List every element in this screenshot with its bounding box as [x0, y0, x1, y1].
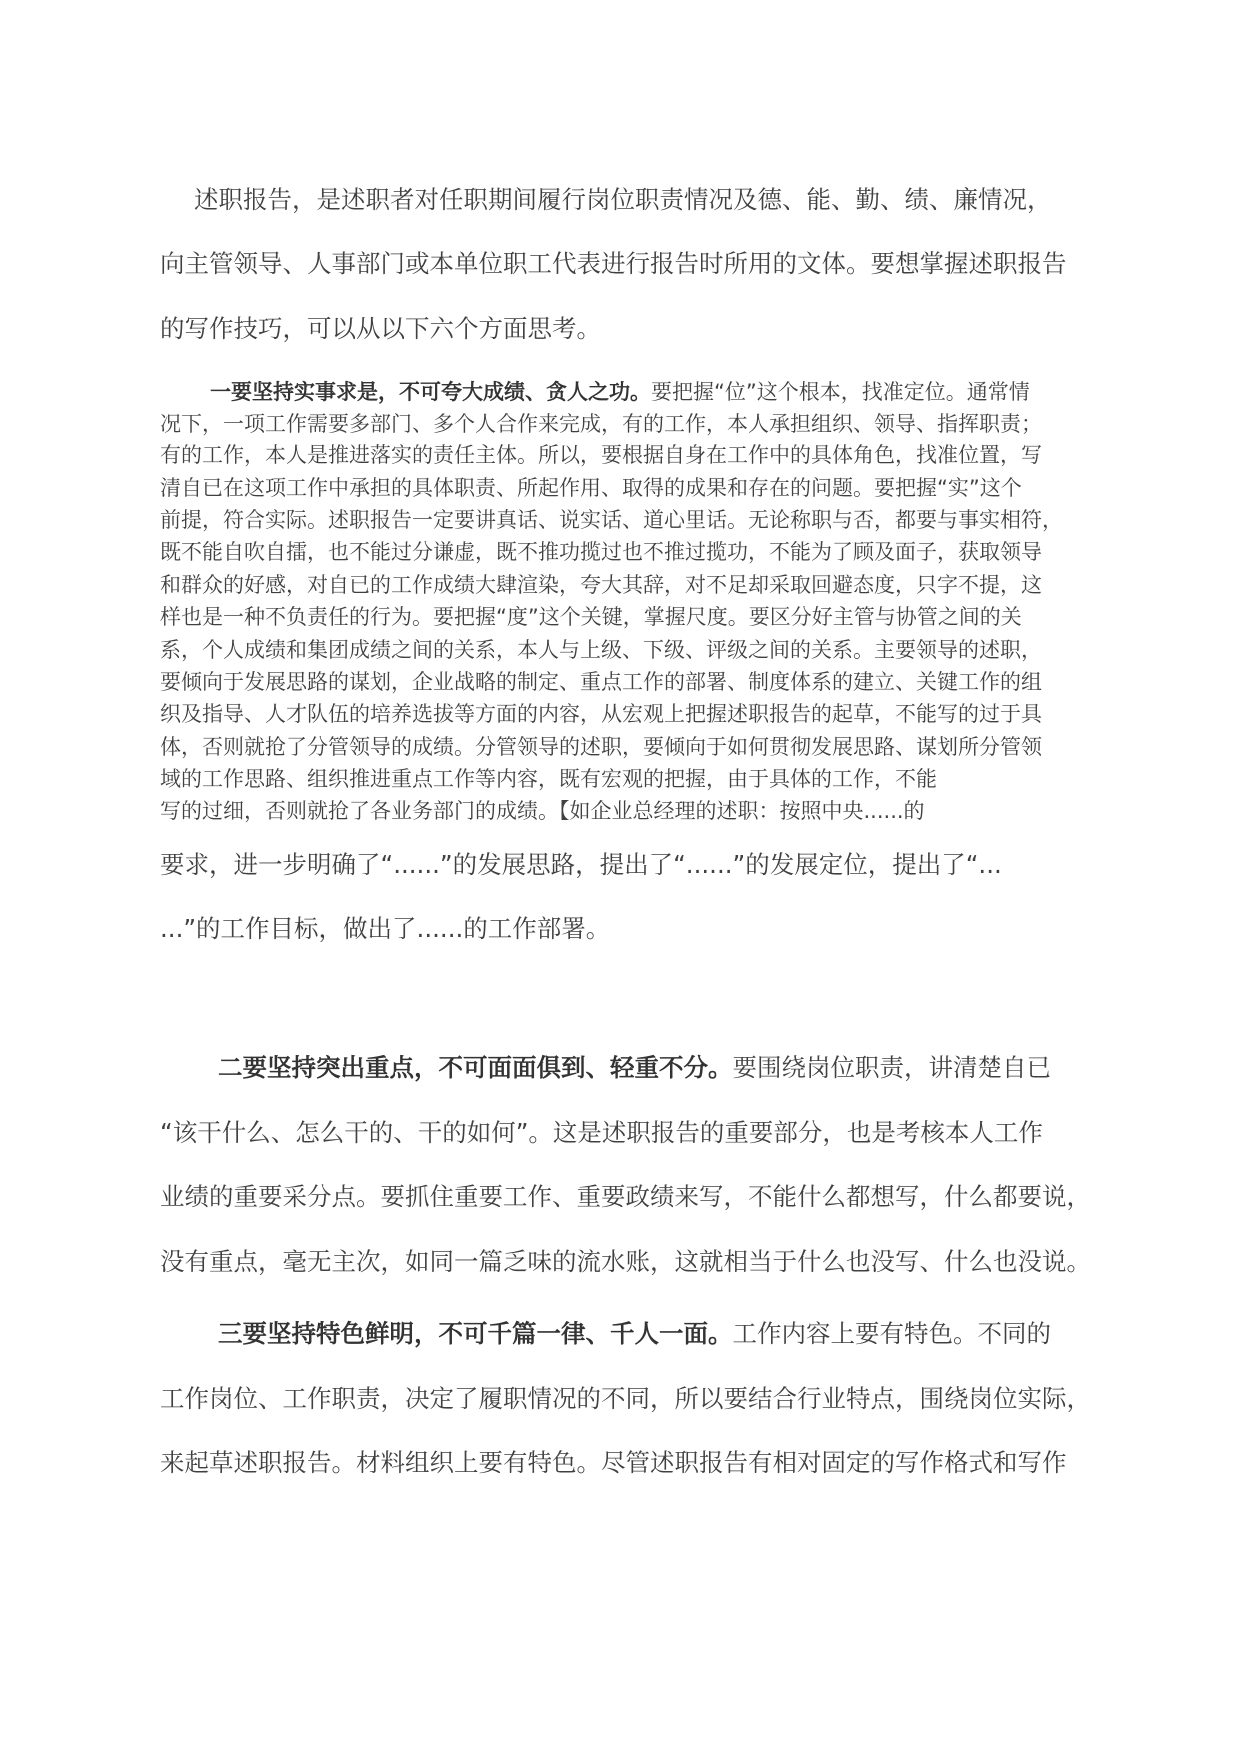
paragraph-heading: 三要坚持特色鲜明，不可千篇一律、千人一面。	[218, 1319, 733, 1348]
text-line: 述职报告，是述职者对任职期间履行岗位职责情况及德、能、勤、绩、廉情况，	[194, 185, 1052, 214]
text-line: 三要坚持特色鲜明，不可千篇一律、千人一面。工作内容上要有特色。不同的	[218, 1319, 1051, 1348]
text-line: 工作岗位、工作职责，决定了履职情况的不同，所以要结合行业特点，围绕岗位实际，	[160, 1384, 1091, 1413]
text-line: 样也是一种不负责任的行为。要把握“度”这个关键，掌握尺度。要区分好主管与协管之间的关	[160, 605, 1022, 629]
text-line: 有的工作，本人是推进落实的责任主体。所以，要根据自身在工作中的具体角色，找准位置，写	[160, 443, 1042, 467]
text-line: 要倾向于发展思路的谋划，企业战略的制定、重点工作的部署、制度体系的建立、关键工作的组	[160, 670, 1042, 694]
text-line: 况下，一项工作需要多部门、多个人合作来完成，有的工作，本人承担组织、领导、指挥职责；	[160, 412, 1042, 436]
text-line: 一要坚持实事求是，不可夸大成绩、贪人之功。要把握“位”这个根本，找准定位。通常情	[210, 380, 1030, 404]
text-line: 二要坚持突出重点，不可面面俱到、轻重不分。要围绕岗位职责，讲清楚自已	[218, 1053, 1051, 1082]
text-line: 来起草述职报告。材料组织上要有特色。尽管述职报告有相对固定的写作格式和写作	[160, 1448, 1067, 1477]
text-line: 没有重点，毫无主次，如同一篇乏味的流水账，这就相当于什么也没写、什么也没说。	[160, 1247, 1091, 1276]
text-line: 写的过细，否则就抢了各业务部门的成绩。【如企业总经理的述职：按照中央......的	[160, 799, 925, 823]
text-line: 和群众的好感，对自已的工作成绩大肆渲染，夸大其辞，对不足却采取回避态度，只字不提，这	[160, 573, 1042, 597]
paragraph-heading: 一要坚持实事求是，不可夸大成绩、贪人之功。	[210, 380, 651, 404]
text-line: 前提，符合实际。述职报告一定要讲真话、说实话、道心里话。无论称职与否，都要与事实相符，	[160, 508, 1063, 532]
text-line: 的写作技巧，可以从以下六个方面思考。	[160, 314, 601, 343]
paragraph-heading: 二要坚持突出重点，不可面面俱到、轻重不分。	[218, 1053, 733, 1082]
text-line: 向主管领导、人事部门或本单位职工代表进行报告时所用的文体。要想掌握述职报告	[160, 249, 1067, 278]
text-line: 要求，进一步明确了“......”的发展思路，提出了“......”的发展定位，提出了“...	[160, 850, 1002, 879]
text-line: ...”的工作目标，做出了......的工作部署。	[160, 914, 611, 943]
text-line: 体，否则就抢了分管领导的成绩。分管领导的述职，要倾向于如何贯彻发展思路、谋划所分管领	[160, 735, 1042, 759]
text-line: 系，个人成绩和集团成绩之间的关系，本人与上级、下级、评级之间的关系。主要领导的述职，	[160, 638, 1042, 662]
text-line: 清自已在这项工作中承担的具体职责、所起作用、取得的成果和存在的问题。要把握“实”这个	[160, 476, 1022, 500]
text-line: 域的工作思路、组织推进重点工作等内容，既有宏观的把握，由于具体的工作，不能	[160, 767, 937, 791]
text-line: 业绩的重要采分点。要抓住重要工作、重要政绩来写，不能什么都想写，什么都要说，	[160, 1182, 1091, 1211]
text-line: 既不能自吹自擂，也不能过分谦虚，既不推功揽过也不推过揽功，不能为了顾及面子，获取领导	[160, 540, 1042, 564]
text-line: 织及指导、人才队伍的培养选拔等方面的内容，从宏观上把握述职报告的起草，不能写的过于具	[160, 702, 1042, 726]
text-line: “该干什么、怎么干的、干的如何”。这是述职报告的重要部分，也是考核本人工作	[160, 1118, 1043, 1147]
